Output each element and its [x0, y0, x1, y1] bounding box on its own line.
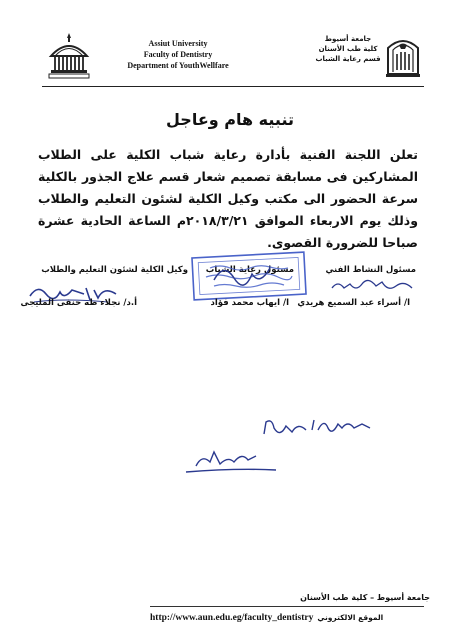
signatory-name-technical: ا/ أسراء عبد السميع هريدي: [297, 298, 410, 308]
header-arabic: [298, 34, 398, 64]
signature-scribble-youth-icon: [210, 260, 280, 290]
footer-institution: جامعة أسيوط – كلية طب الأسنان: [300, 593, 430, 602]
signature-scribble-technical-icon: [328, 278, 414, 296]
notice-body: تعلن اللجنة الفنية بأدارة رعاية شباب الكلية على الطلاب المشاركين فى مسابقة تصميم شعار قسم علاج الجذور بالكلية سرعة الحضور الى مكتب وكيل الكلية لشئون التعليم والطلاب وذلك يوم الاربعاء الموافق ٢٠١٨/٣/٢١م الساعة الحادية عشرة صباحا للضرورة القصوى.: [38, 147, 418, 250]
faculty-logo: [384, 32, 422, 78]
university-logo-icon: [46, 30, 92, 80]
header-en-university: Assiut University: [148, 39, 208, 48]
signatory-title-technical: مسئول النشاط الفني: [325, 265, 416, 275]
header-ar-university: جامعة أسيوط: [324, 35, 372, 43]
university-logo: [46, 30, 92, 80]
footer-divider: [150, 606, 424, 607]
footer-url[interactable]: http://www.aun.edu.eg/faculty_dentistry: [150, 613, 314, 623]
header-ar-faculty: كلية طب الأسنان: [318, 45, 378, 53]
notice-title: تنبيه هام وعاجل: [166, 110, 294, 129]
header-divider: [42, 86, 424, 87]
header-en-faculty: Faculty of Dentistry: [143, 50, 213, 59]
header-en-department: Department of YouthWellfare: [127, 61, 229, 70]
signatory-name-youth: ا/ ايهاب محمد فؤاد: [210, 298, 289, 308]
signatory-title-youth: مسئول رعاية الشباب: [205, 265, 294, 275]
header-ar-department: قسم رعاية الشباب: [315, 55, 381, 63]
signatory-name-vice-dean: أ.د/ نجلاء طه حنفى المليجى: [20, 298, 137, 308]
handwritten-receipt-note: [176, 412, 386, 480]
handwritten-receipt-note-icon: [176, 412, 386, 480]
signature-scribble-youth: [210, 260, 280, 290]
signatory-title-vice-dean: وكيل الكلية لشئون التعليم والطلاب: [41, 265, 188, 275]
footer-website: [150, 612, 430, 623]
footer-url-label: الموقع الالكتروني: [317, 613, 384, 622]
signature-scribble-technical: [328, 278, 414, 296]
header-english: [118, 38, 238, 71]
faculty-logo-icon: [384, 32, 422, 78]
